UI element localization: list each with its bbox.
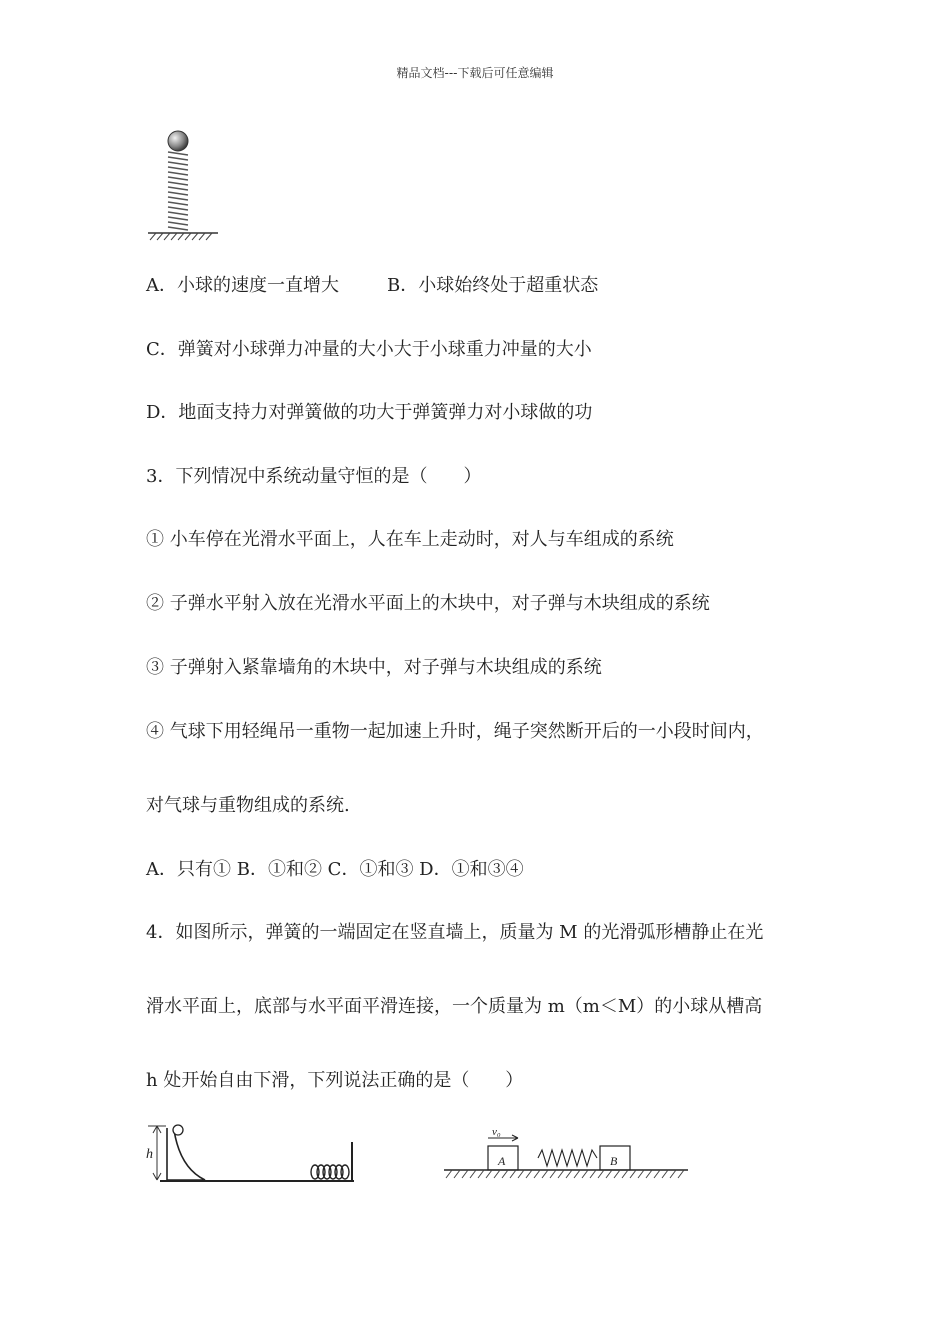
question-3-stem: 3．下列情况中系统动量守恒的是（ ） [146,466,482,487]
question-3-item-4-line-2: 对气球与重物组成的系统. [146,795,350,816]
velocity-label: v₀ [492,1126,501,1138]
spring-ball-figure [140,126,230,244]
arc-groove [167,1128,205,1180]
option-b: B．小球始终处于超重状态 [387,275,599,296]
question-4-line-1: 4．如图所示，弹簧的一端固定在竖直墙上，质量为 M 的光滑弧形槽静止在光 [146,922,764,943]
option-c: C．弹簧对小球弹力冲量的大小大于小球重力冲量的大小 [146,339,592,360]
block-b-label: B [610,1154,618,1168]
question-4-line-3: h 处开始自由下滑，下列说法正确的是（ ） [146,1070,524,1091]
wall-spring-icon [311,1165,349,1179]
question-4-line-2: 滑水平面上，底部与水平面平滑连接，一个质量为 m（m＜M）的小球从槽高 [146,996,763,1017]
question-3-item-1: ① 小车停在光滑水平面上，人在车上走动时，对人与车组成的系统 [146,529,674,550]
question-3-item-3: ③ 子弹射入紧靠墙角的木块中，对子弹与木块组成的系统 [146,657,602,678]
block-a-label: A [498,1154,506,1168]
question-3-item-4-line-1: ④ 气球下用轻绳吊一重物一起加速上升时，绳子突然断开后的一小段时间内， [146,721,764,742]
option-a: A．小球的速度一直增大 [146,275,339,296]
blocks-spring-figure [440,1118,695,1188]
ball-icon [168,131,188,151]
option-d: D．地面支持力对弹簧做的功大于弹簧弹力对小球做的功 [146,402,593,423]
page-header: 精品文档---下载后可任意编辑 [396,66,554,80]
question-3-options: A．只有① B．①和② C．①和③ D．①和③④ [146,859,524,880]
ground-hatch [446,1170,684,1178]
spring-icon [538,1150,597,1166]
ground-hatch [150,233,212,240]
spring-icon [168,152,188,230]
small-ball-icon [173,1125,183,1135]
arc-groove-figure [140,1118,370,1188]
height-label: h [146,1147,153,1162]
question-3-item-2: ② 子弹水平射入放在光滑水平面上的木块中，对子弹与木块组成的系统 [146,593,710,614]
